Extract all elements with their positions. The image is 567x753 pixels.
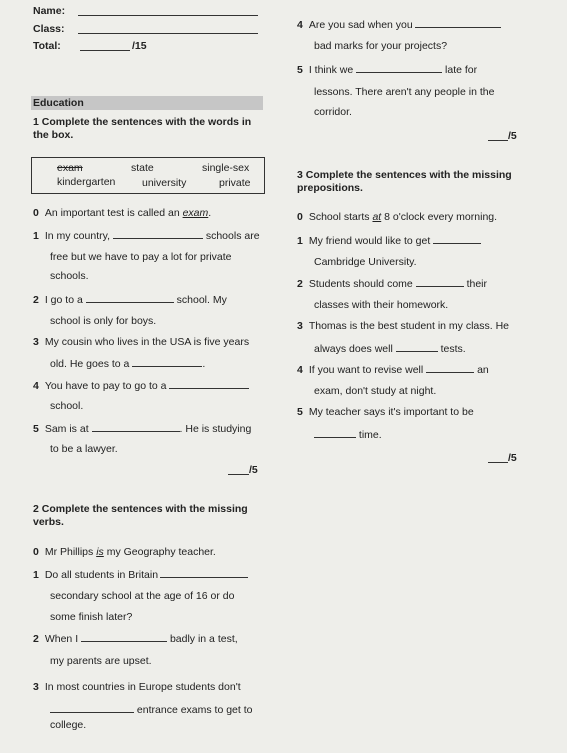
ex2-item-2: 2 When I badly in a test, [33,633,238,645]
ex1-item-0: 0 An important test is called an exam. [33,207,212,219]
total-label: Total: [33,40,61,52]
ex2-item-1: 1 Do all students in Britain [33,568,248,581]
ex1-item-5: 5 Sam is at . He is studying [33,423,252,435]
name-field[interactable] [78,15,258,16]
answer-blank[interactable] [86,293,174,303]
ex1-item-5-cont: to be a lawyer. [50,443,118,455]
word-box-word: state [131,162,154,174]
ex2-score-field[interactable] [488,140,508,141]
section-banner [31,96,263,110]
ex2-item-3-cont: entrance exams to get to [50,703,252,716]
ex1-item-2: 2 I go to a school. My [33,294,227,306]
name-label: Name: [33,5,66,17]
ex3-item-5-cont: time. [314,428,382,441]
answer-blank[interactable] [113,229,203,239]
ex1-instruction: 1 Complete the sentences with the words in [33,116,252,128]
ex2-instruction-cont: verbs. [33,516,64,528]
ex2-item-5: 5 I think we late for [297,64,478,76]
answer-blank[interactable] [426,363,474,373]
ex2-item-5-cont: corridor. [314,106,352,118]
word-box-word: university [142,177,187,189]
ex1-score: /5 [249,464,258,476]
example-answer: exam [182,207,209,219]
ex3-score: /5 [508,452,517,464]
class-field[interactable] [78,33,258,34]
word-box-word: private [219,177,251,189]
answer-blank[interactable] [396,342,438,352]
ex2-instruction: 2 Complete the sentences with the missing [33,503,248,515]
ex1-item-3-cont: old. He goes to a . [50,358,206,370]
ex1-item-4-cont: school. [50,400,84,412]
example-answer: at [372,211,382,223]
total-field[interactable] [80,50,130,51]
ex3-item-5: 5 My teacher says it's important to be [297,406,474,418]
ex3-item-1-cont: Cambridge University. [314,256,417,268]
ex3-item-0: 0 School starts at 8 o'clock every morning. [297,211,498,223]
ex3-item-3: 3 Thomas is the best student in my class. He [297,320,510,332]
section-title: Education [33,97,84,109]
ex1-item-2-cont: school is only for boys. [50,315,157,327]
answer-blank[interactable] [433,234,481,244]
answer-blank[interactable] [314,428,356,438]
ex1-item-1: 1 In my country, schools are [33,230,260,242]
ex3-item-4: 4 If you want to revise well an [297,364,489,376]
ex2-item-3-cont: college. [50,719,87,731]
ex2-item-4: 4 Are you sad when you [297,18,501,31]
word-box-word: kindergarten [57,176,116,188]
ex2-item-5-cont: lessons. There aren't any people in the [314,86,495,98]
class-label: Class: [33,23,65,35]
answer-blank[interactable] [416,277,464,287]
answer-blank[interactable] [50,703,134,713]
answer-blank[interactable] [92,422,180,432]
ex3-score-field[interactable] [488,462,508,463]
answer-blank[interactable] [415,18,501,28]
ex2-item-1-cont: secondary school at the age of 16 or do [50,590,235,602]
ex1-instruction-cont: the box. [33,129,74,141]
word-box-word: single-sex [202,162,250,174]
ex1-item-3: 3 My cousin who lives in the USA is five years [33,336,250,348]
ex1-item-1-cont: schools. [50,270,89,282]
ex1-score-field[interactable] [228,474,249,475]
answer-blank[interactable] [356,63,442,73]
total-max: /15 [132,40,147,52]
word-box [31,157,265,194]
ex2-item-4-cont: bad marks for your projects? [314,40,448,52]
example-answer: is [96,546,104,558]
ex2-item-2-cont: my parents are upset. [50,655,152,667]
answer-blank[interactable] [169,379,249,389]
ex2-item-1-cont: some finish later? [50,611,133,623]
word-box-word: exam [57,162,83,174]
ex1-item-1-cont: free but we have to pay a lot for private [50,251,232,263]
ex2-item-0: 0 Mr Phillips is my Geography teacher. [33,546,216,558]
ex3-item-3-cont: always does well tests. [314,343,466,355]
ex3-item-1: 1 My friend would like to get [297,234,481,247]
ex3-item-2: 2 Students should come their [297,278,488,290]
answer-blank[interactable] [132,357,202,367]
ex3-item-4-cont: exam, don't study at night. [314,385,437,397]
answer-blank[interactable] [81,632,167,642]
ex3-instruction: 3 Complete the sentences with the missing [297,169,512,181]
answer-blank[interactable] [160,568,248,578]
ex2-score: /5 [508,130,517,142]
ex3-item-2-cont: classes with their homework. [314,299,449,311]
ex1-item-4: 4 You have to pay to go to a [33,379,249,392]
ex2-item-3: 3 In most countries in Europe students don't [33,681,241,693]
ex3-instruction-cont: prepositions. [297,182,363,194]
